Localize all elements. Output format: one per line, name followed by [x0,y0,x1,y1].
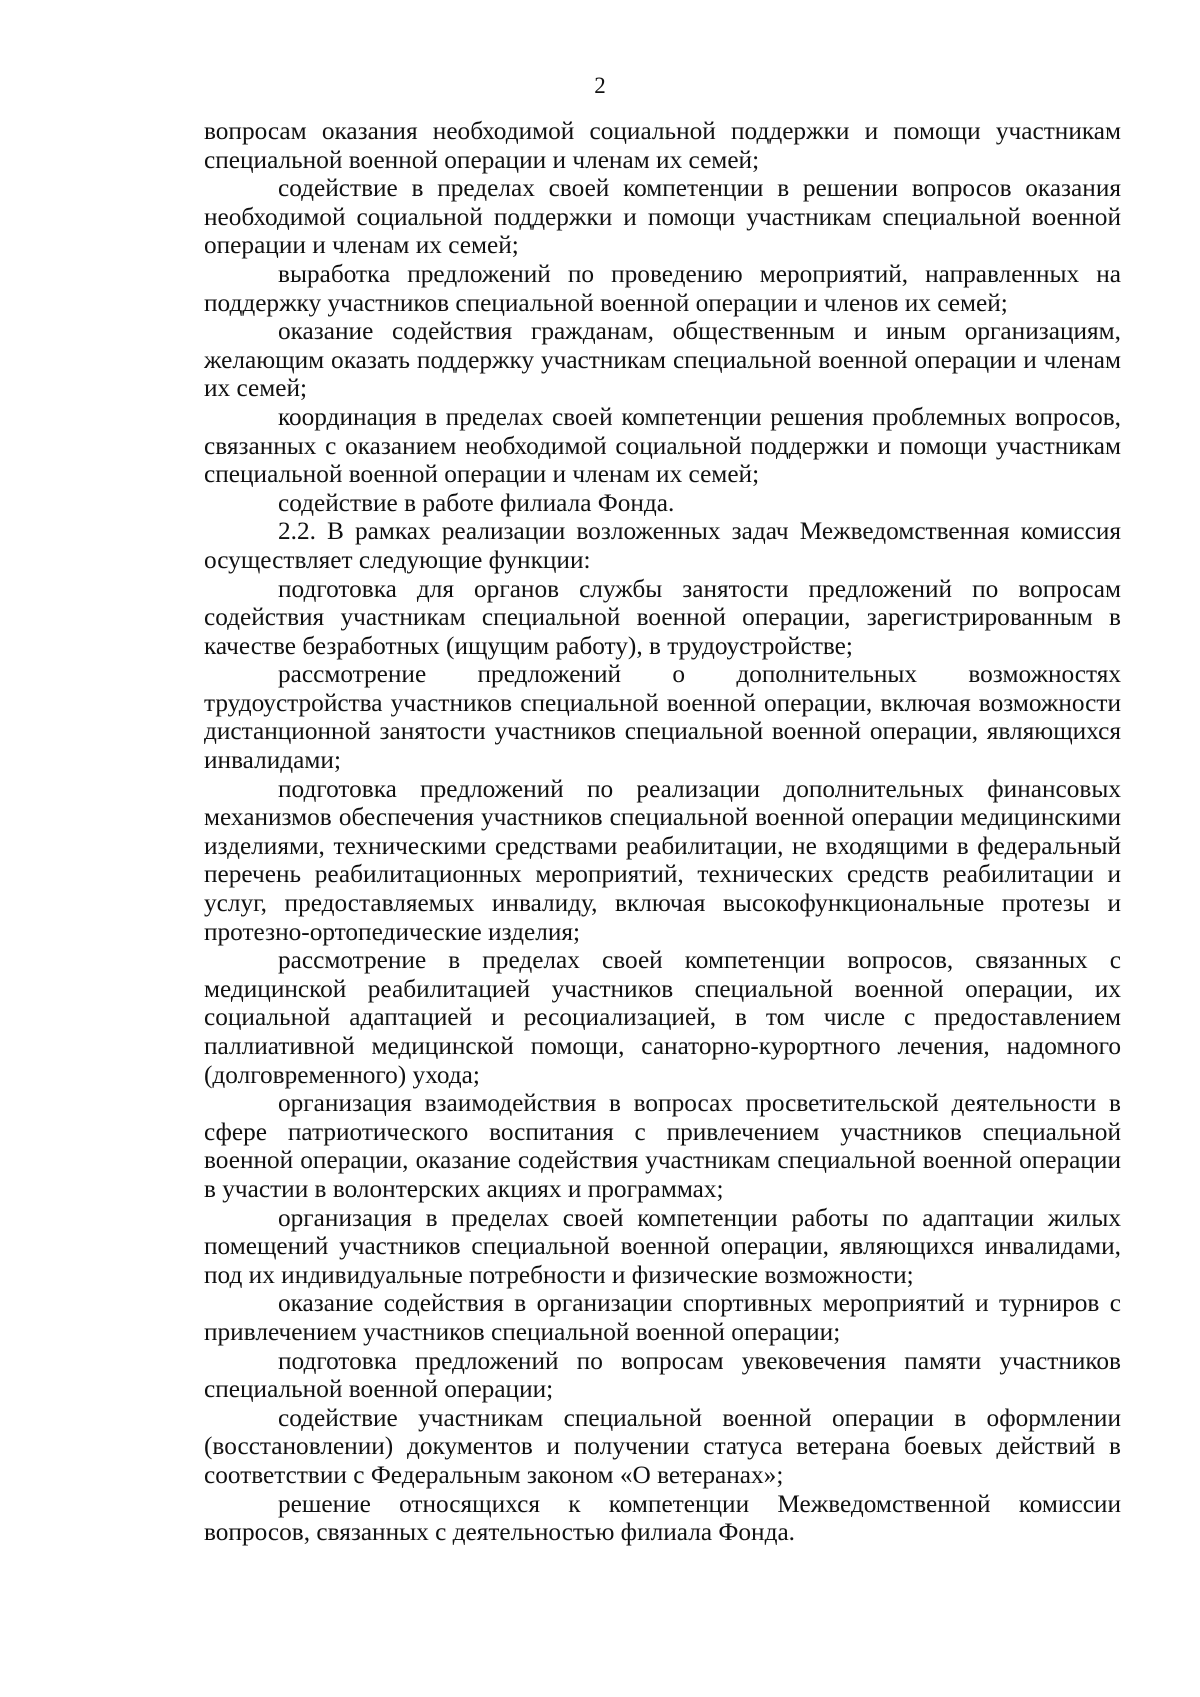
paragraph: содействие участникам специальной военной операции в оформлении (восстановлении) документов и получении статуса ветерана боевых действий в соответствии с Федеральным законом «О ветеранах»; [204,1403,1121,1489]
paragraph: выработка предложений по проведению мероприятий, направленных на поддержку участников специальной военной операции и членов их семей; [204,259,1121,317]
paragraph: рассмотрение в пределах своей компетенции вопросов, связанных с медицинской реабилитацией участников специальной военной операции, их социальной адаптацией и ресоциализацией, в том числе с предоставлением паллиативной медицинской помощи, санаторно-курортного лечения, надомного (долговременного) ухода; [204,946,1121,1089]
paragraph: организация в пределах своей компетенции работы по адаптации жилых помещений участников специальной военной операции, являющихся инвалидами, под их индивидуальные потребности и физические возможности; [204,1203,1121,1289]
paragraph: содействие в работе филиала Фонда. [278,488,675,517]
paragraph: содействие в пределах своей компетенции в решении вопросов оказания необходимой социальной поддержки и помощи участникам специальной военной операции и членам их семей; [204,174,1121,260]
section-heading-paragraph: 2.2. В рамках реализации возложенных задач Межведомственная комиссия осуществляет следующие функции: [204,517,1121,574]
paragraph: оказание содействия гражданам, общественным и иным организациям, желающим оказать поддержку участникам специальной военной операции и членам их семей; [204,317,1121,403]
paragraph: координация в пределах своей компетенции решения проблемных вопросов, связанных с оказанием необходимой социальной поддержки и помощи участникам специальной военной операции и членам их семей; [204,402,1121,489]
paragraph: организация взаимодействия в вопросах просветительской деятельности в сфере патриотического воспитания с привлечением участников специальной военной операции, оказание содействия участникам специальной военной операции в участии в волонтерских акциях и программах; [204,1089,1121,1203]
paragraph: оказание содействия в организации спортивных мероприятий и турниров с привлечением участников специальной военной операции; [204,1289,1121,1346]
document-body [204,117,1121,1547]
paragraph: подготовка предложений по реализации дополнительных финансовых механизмов обеспечения участников специальной военной операции медицинскими изделиями, техническими средствами реабилитации, не входящими в федеральный перечень реабилитационных мероприятий, технических средств реабилитации и услуг, предоставляемых инвалиду, включая высокофункциональные протезы и протезно-ортопедические изделия; [204,774,1121,946]
paragraph: подготовка предложений по вопросам увековечения памяти участников специальной военной операции; [204,1346,1121,1404]
paragraph: рассмотрение предложений о дополнительных возможностях трудоустройства участников специальной военной операции, включая возможности дистанционной занятости участников специальной военной операции, являющихся инвалидами; [204,660,1121,775]
paragraph: подготовка для органов службы занятости предложений по вопросам содействия участникам специальной военной операции, зарегистрированным в качестве безработных (ищущим работу), в трудоустройстве; [204,574,1121,660]
paragraph: вопросам оказания необходимой социальной поддержки и помощи участникам специальной военной операции и членам их семей; [204,117,1121,174]
paragraph: решение относящихся к компетенции Межведомственной комиссии вопросов, связанных с деятельностью филиала Фонда. [204,1489,1121,1547]
page-number: 2 [594,73,606,98]
